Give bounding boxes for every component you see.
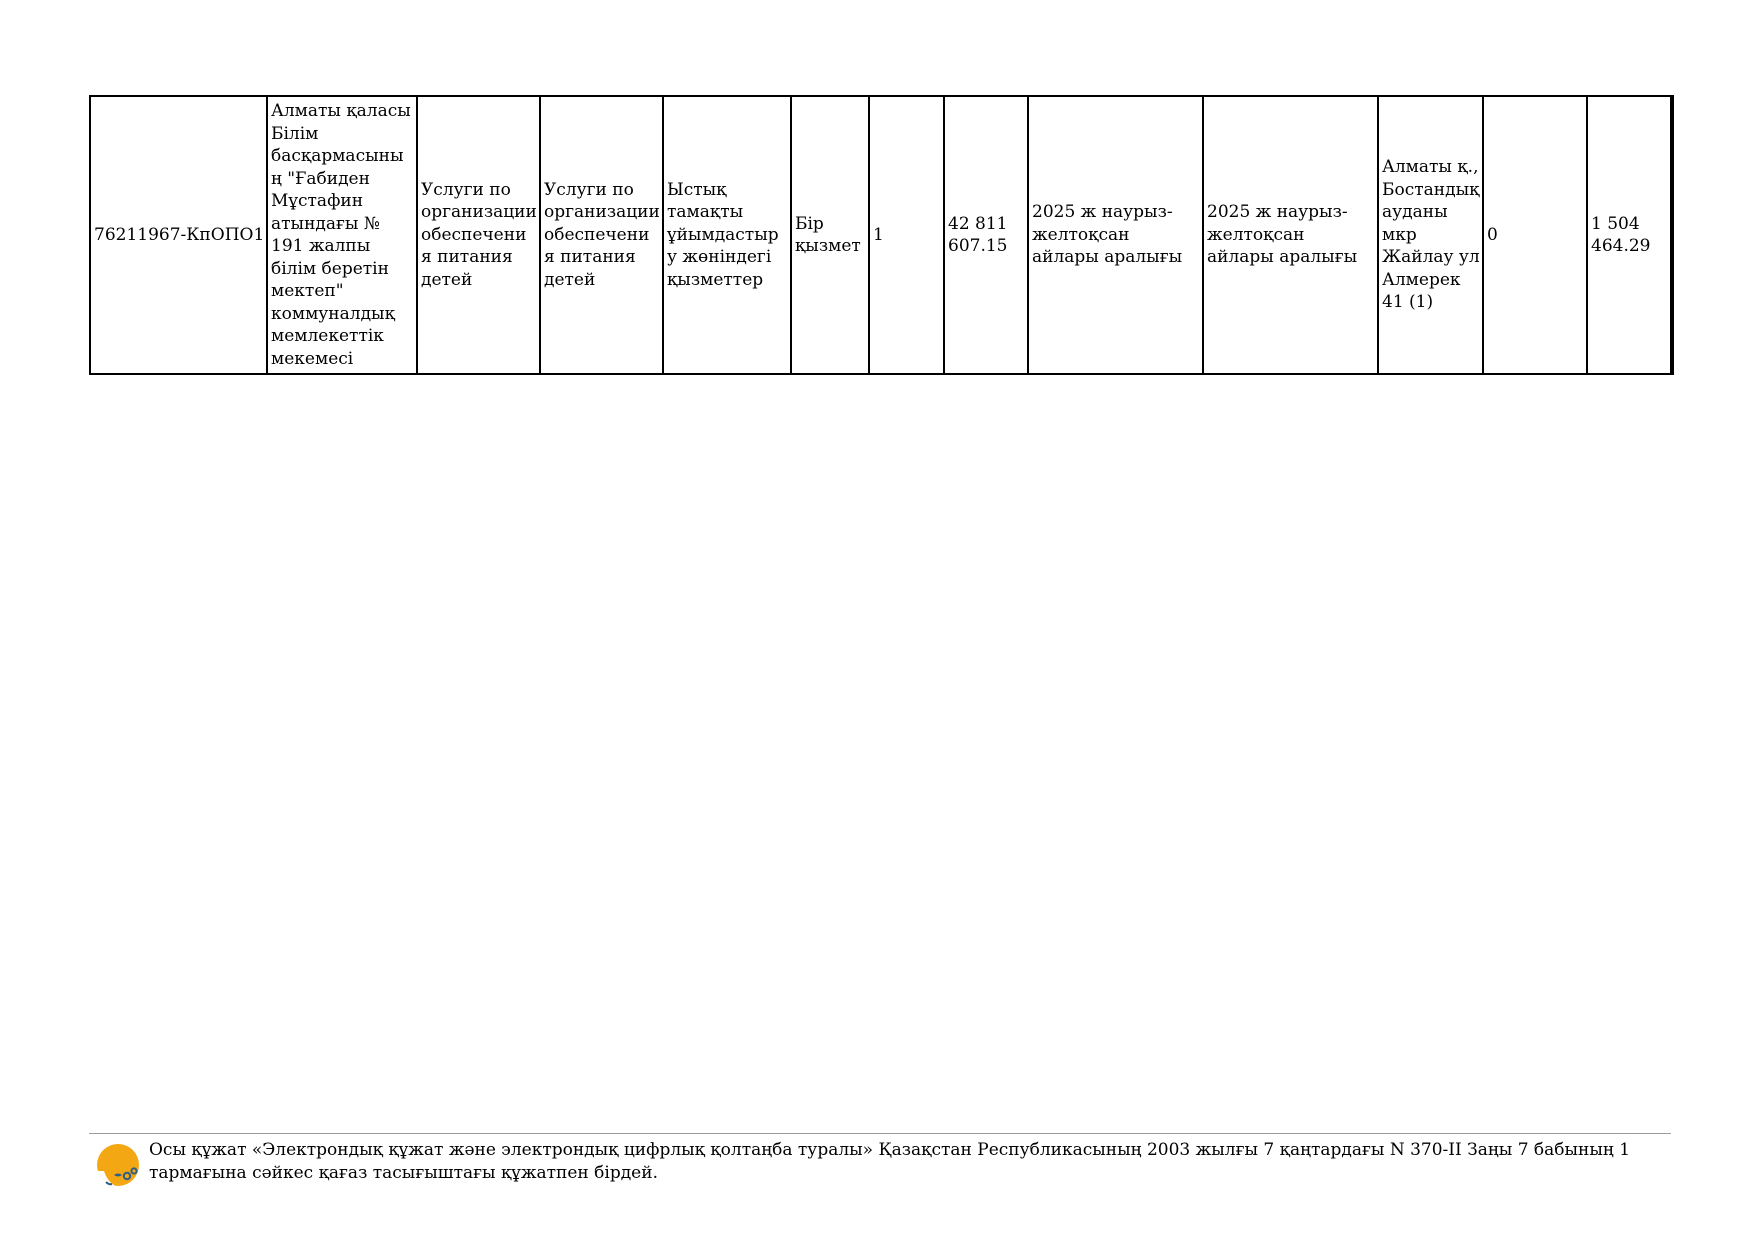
procurement-table [89,95,1674,375]
plan-code-cell: 76211967-КпОПО1 [90,96,267,374]
delivery-period-kz-cell: 2025 ж наурыз-желтоқсан айлары аралығы [1203,96,1378,374]
item-name-kz-cell: Ыстық тамақты ұйымдастыру жөніндегі қызметтер [663,96,791,374]
delivery-period-cell: 2025 ж наурыз-желтоқсан айлары аралығы [1028,96,1203,374]
quantity-cell: 1 [869,96,944,374]
item-name-ru-cell: Услуги по организации обеспечения питания детей [417,96,540,374]
customer-name-cell: Алматы қаласы Білім басқармасының "Ғабиден Мұстафин атындағы № 191 жалпы білім беретін мектеп" коммуналдық мемлекеттік мекемесі [267,96,417,374]
footer-divider [89,1133,1671,1134]
footer-legal-note: Осы құжат «Электрондық құжат және электрондық цифрлық қолтаңба туралы» Қазақстан Республикасының 2003 жылғы 7 қаңтардағы N 370-II Заңы 7 бабының 1 тармағына сәйкес қағаз тасығыштағы құжатпен бірдей. [149,1140,1631,1183]
egov-sun-logo-icon [92,1140,142,1190]
item-description-ru-cell: Услуги по организации обеспечения питания детей [540,96,663,374]
total-amount-cell: 42 811 607.15 [944,96,1028,374]
unit-cell: Бір қызмет [791,96,869,374]
unit-price-cell: 1 504 464.29 [1587,96,1672,374]
delivery-address-cell: Алматы қ., Бостандық ауданы мкр Жайлау ул Алмерек 41 (1) [1378,96,1483,374]
advance-cell: 0 [1483,96,1587,374]
table-row [90,96,1672,374]
